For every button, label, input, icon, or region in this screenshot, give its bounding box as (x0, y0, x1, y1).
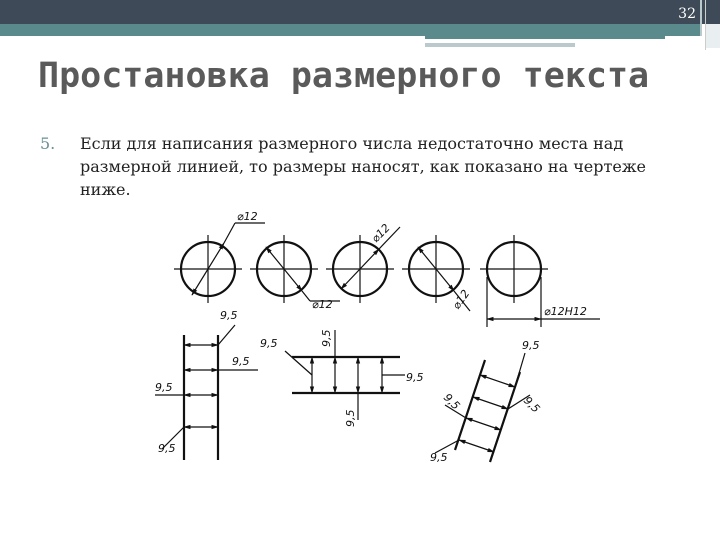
dim-label: 9,5 (430, 451, 448, 464)
slide-title: Простановка размерного текста (38, 56, 650, 96)
accent-bar (0, 24, 700, 36)
dim-label: 9,5 (260, 337, 278, 350)
decor-rule (700, 0, 702, 36)
dim-label: 9,5 (440, 390, 463, 413)
dim-label: ⌀12 (368, 221, 393, 246)
dim-label: ⌀12 (312, 298, 333, 311)
header-bar (0, 0, 720, 24)
dim-label: 9,5 (232, 355, 250, 368)
dim-label: 9,5 (220, 309, 238, 322)
dim-label: 9,5 (344, 409, 357, 427)
dim-label: ⌀12 (449, 287, 473, 312)
accent-line-light (425, 43, 575, 47)
dim-label: 9,5 (155, 381, 173, 394)
parallel-dimension-horizontal (285, 330, 405, 420)
page-number: 32 (678, 6, 696, 22)
dim-label: 9,5 (522, 339, 540, 352)
dim-label: ⌀12 (237, 210, 258, 223)
circle-dimension-1 (174, 223, 265, 303)
list-item-number: 5. (40, 134, 56, 153)
decor-corner (706, 24, 720, 48)
accent-line (425, 36, 665, 39)
dim-label: ⌀12H12 (544, 305, 587, 318)
dim-label: 9,5 (320, 329, 333, 347)
circle-dimension-3 (326, 227, 400, 303)
dim-label: 9,5 (158, 442, 176, 455)
list-item-text: Если для написания размерного числа недостаточно места над размерной линией, то размеры наносят, как показано на чертеже ниже. (80, 134, 646, 199)
dim-label: 9,5 (406, 371, 424, 384)
dim-label: 9,5 (520, 393, 543, 416)
dimension-drawing (140, 205, 620, 475)
